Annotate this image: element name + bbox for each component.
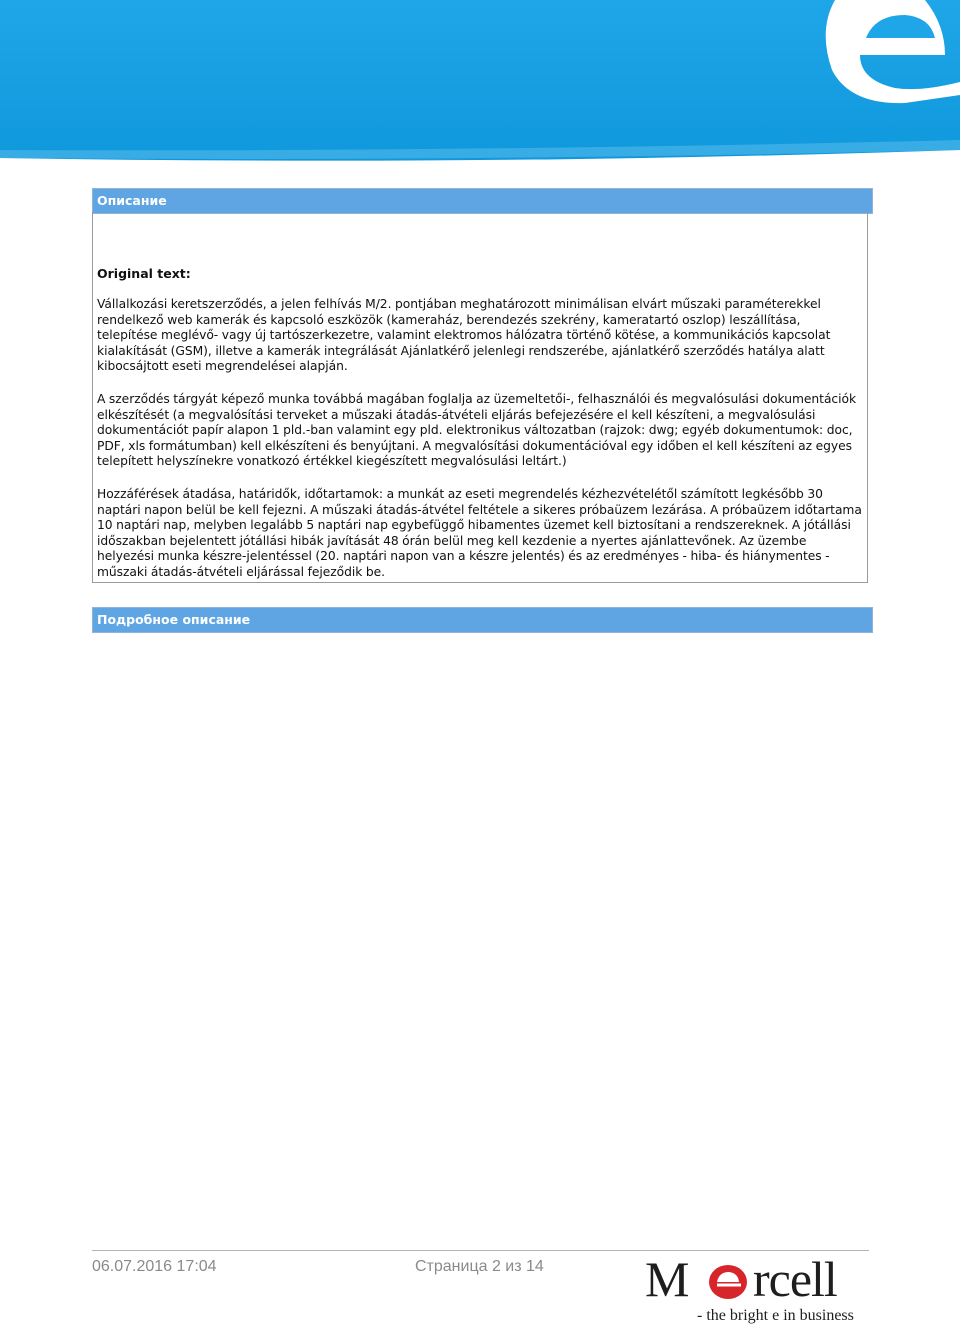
company-logo	[645, 1251, 870, 1329]
footer-date: 06.07.2016 17:04	[92, 1258, 217, 1275]
footer-page-number: Страница 2 из 14	[415, 1258, 544, 1275]
description-paragraph: A szerződés tárgyát képező munka továbbá magában foglalja az üzemeltetői-, felhasználói és megvalósulási dokumentációk elkészítését (a megvalósítási terveket a műszaki átadás-átvételi eljárás befejezésére el kell készíteni, a megvalósulási dokumentációt papír alapon 1 pld.-ban valamint egy pld. elektronikus változatban (rajzok: dwg; egyéb dokumentumok: doc, PDF, xls formátumban) kell elkészíteni és benyújtani. A megvalósítási dokumentációval egy időben el kell készíteni az egyes telepített helyszínekre vonatkozó értékkel kiegészített megvalósulási leltárt.)	[97, 392, 857, 468]
logo-letters-rcell: rcell	[753, 1251, 837, 1307]
logo-letter-m: M	[645, 1251, 689, 1307]
original-text-label: Original text:	[97, 266, 191, 281]
description-paragraph: Vállalkozási keretszerződés, a jelen felhívás M/2. pontjában meghatározott minimálisan elvárt műszaki paraméterekkel rendelkező web kamerák és kapcsoló eszközök (kameraház, berendezés szekrény, kameratartó oszlop) leszállítása, telepítése meglévő- vagy új tartószerkezetre, valamint elektromos hálózatra történő kötése, a kommunikációs kapcsolat kialakítását (GSM), illetve a kamerák integrálását Ajánlatkérő jelenlegi rendszerébe, ajánlatkérő szerződés hatálya alatt kibocsájtott eseti megrendelései alapján.	[97, 297, 831, 373]
section-header-description	[92, 188, 873, 214]
section-title: Описание	[97, 193, 167, 208]
description-paragraph: Hozzáférések átadása, határidők, időtartamok: a munkát az eseti megrendelés kézhezvételétől számított legkésőbb 30 naptári napon belül be kell fejezni. A műszaki átadás-átvétel feltétele a sikeres próbaüzem lezárása. A próbaüzem időtartama 10 naptári nap, melyben legalább 5 naptári nap egybefüggő hibamentes üzemet kell biztosítani a rendszereknek. A jótállási időszakban bejelentett jótállási hibák javítását 48 órán belül meg kell kezdenie a nyertes ajánlattevőnek. Az üzembe helyezési munka készre-jelentéssel (20. naptári napon van a készre jelentés) és az eredményes - hiba- és hiánymentes - műszaki átadás-átvételi eljárással fejeződik be.	[97, 487, 862, 579]
section-title: Подробное описание	[97, 612, 251, 627]
header-banner	[0, 0, 960, 165]
section-header-detailed-description	[92, 607, 873, 633]
e-logo-icon	[703, 1263, 753, 1301]
logo-tagline: - the bright e in business	[697, 1307, 854, 1324]
